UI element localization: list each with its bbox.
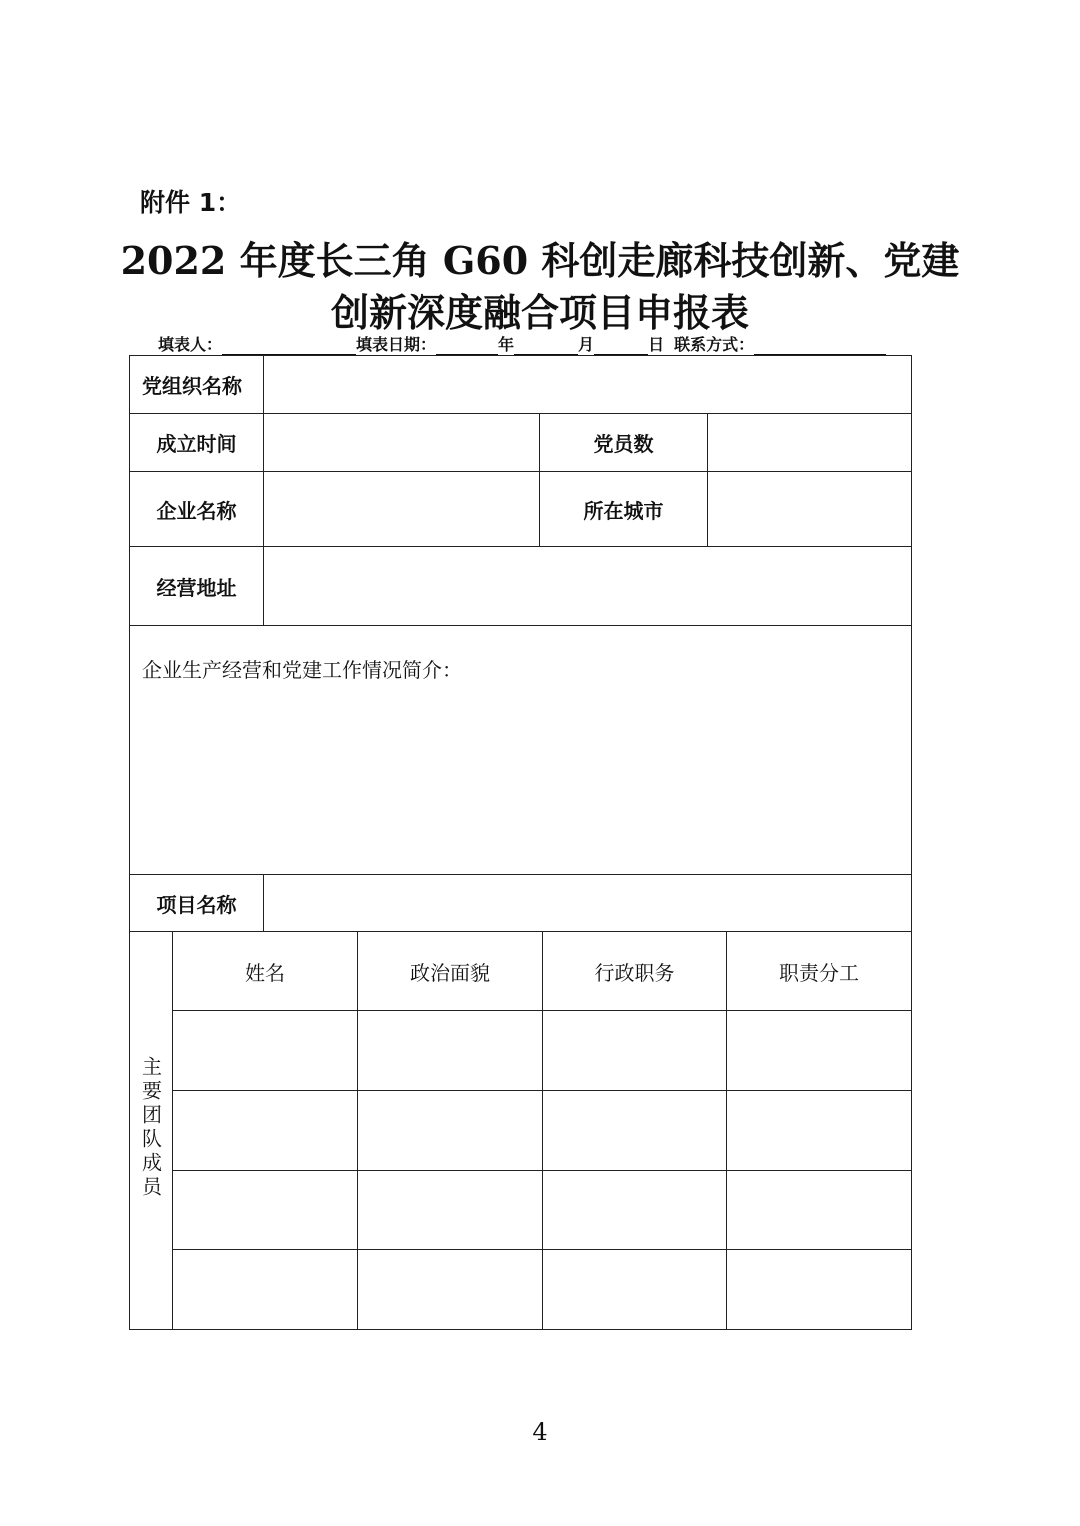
attachment-label: 附件 1： [140, 188, 242, 217]
established-time-field[interactable] [264, 414, 540, 472]
member-3-responsibility[interactable] [727, 1171, 912, 1250]
business-address-field[interactable] [264, 547, 912, 626]
city-field[interactable] [708, 472, 912, 547]
team-side-label-cell [130, 932, 173, 1330]
fill-info-row [158, 332, 886, 355]
contact-blank[interactable] [754, 336, 886, 355]
city-label: 所在城市 [540, 472, 708, 547]
member-2-political-status[interactable] [358, 1091, 543, 1171]
page-number: 4 [532, 1418, 548, 1446]
date-label: 填表日期： [356, 335, 437, 354]
company-name-field[interactable] [264, 472, 540, 547]
filler-blank[interactable] [222, 336, 356, 355]
member-1-responsibility[interactable] [727, 1011, 912, 1091]
member-4-name[interactable] [173, 1250, 358, 1330]
intro-field[interactable] [130, 626, 912, 875]
column-header-name: 姓名 [173, 932, 358, 1011]
application-form-table [129, 355, 912, 932]
team-members-table [129, 931, 912, 1330]
form-title-line-2: 创新深度融合项目申报表 [330, 290, 749, 335]
member-3-admin-position[interactable] [543, 1171, 727, 1250]
member-1-name[interactable] [173, 1011, 358, 1091]
column-header-political-status: 政治面貌 [358, 932, 543, 1011]
column-header-responsibility: 职责分工 [727, 932, 912, 1011]
form-title-line-1: 2022 年度长三角 G60 科创走廊科技创新、党建 [120, 238, 960, 283]
member-3-political-status[interactable] [358, 1171, 543, 1250]
day-blank[interactable] [594, 336, 648, 355]
intro-label: 企业生产经营和党建工作情况简介： [142, 658, 462, 682]
contact-label: 联系方式： [674, 335, 755, 354]
year-label: 年 [498, 335, 515, 354]
year-blank[interactable] [436, 336, 498, 355]
team-side-label: 主要团队成员 [138, 1056, 163, 1200]
member-3-name[interactable] [173, 1171, 358, 1250]
member-count-label: 党员数 [540, 414, 708, 472]
member-2-responsibility[interactable] [727, 1091, 912, 1171]
member-4-political-status[interactable] [358, 1250, 543, 1330]
month-label: 月 [578, 335, 595, 354]
member-2-admin-position[interactable] [543, 1091, 727, 1171]
business-address-label: 经营地址 [130, 547, 264, 626]
day-label: 日 [648, 335, 665, 354]
company-name-label: 企业名称 [130, 472, 264, 547]
project-name-label: 项目名称 [130, 875, 264, 932]
member-4-admin-position[interactable] [543, 1250, 727, 1330]
column-header-admin-position: 行政职务 [543, 932, 727, 1011]
project-name-field[interactable] [264, 875, 912, 932]
party-org-name-label: 党组织名称 [130, 356, 264, 414]
member-1-admin-position[interactable] [543, 1011, 727, 1091]
month-blank[interactable] [514, 336, 578, 355]
member-4-responsibility[interactable] [727, 1250, 912, 1330]
established-time-label: 成立时间 [130, 414, 264, 472]
filler-label: 填表人： [158, 335, 223, 354]
member-1-political-status[interactable] [358, 1011, 543, 1091]
party-org-name-field[interactable] [264, 356, 912, 414]
member-2-name[interactable] [173, 1091, 358, 1171]
member-count-field[interactable] [708, 414, 912, 472]
